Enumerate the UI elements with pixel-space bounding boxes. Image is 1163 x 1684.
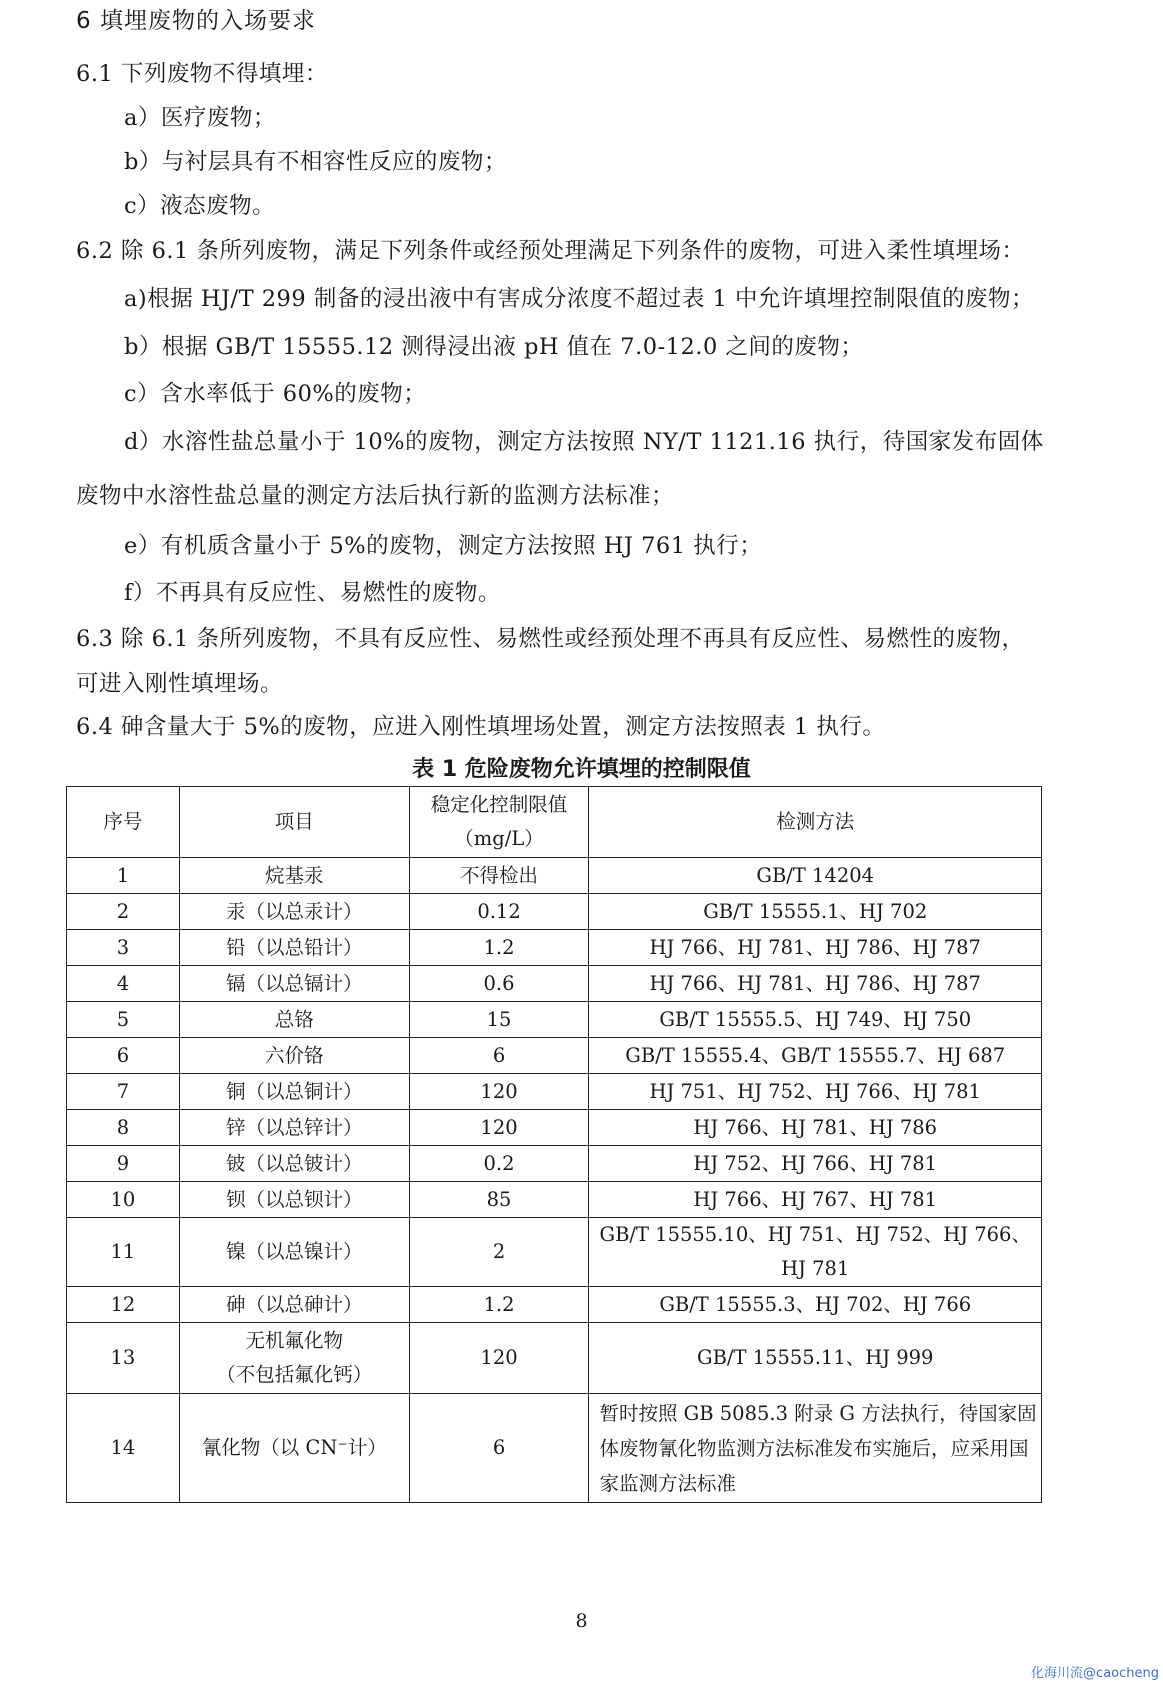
cell-method: GB/T 14204 [589,858,1042,894]
header-method: 检测方法 [589,787,1042,858]
clause-6-2: 6.2 除 6.1 条所列废物，满足下列条件或经预处理满足下列条件的废物，可进入柔性填埋场： [76,238,1025,264]
cell-item: 钡（以总钡计） [179,1182,409,1218]
cell-limit: 0.12 [409,894,589,930]
clause-6-2-b: b）根据 GB/T 15555.12 测得浸出液 pH 值在 7.0-12.0 之间的废物； [124,334,864,360]
table-row [67,1002,1042,1038]
cell-limit: 120 [409,1074,589,1110]
cell-no: 9 [67,1146,180,1182]
cell-method: HJ 766、HJ 781、HJ 786 [589,1110,1042,1146]
clause-6-2-a: a)根据 HJ/T 299 制备的浸出液中有害成分浓度不超过表 1 中允许填埋控制限值的废物； [124,286,1034,312]
table-row [67,1110,1042,1146]
cell-item: 镉（以总镉计） [179,966,409,1002]
cell-no: 7 [67,1074,180,1110]
clause-6-3: 6.3 除 6.1 条所列废物，不具有反应性、易燃性或经预处理不再具有反应性、易燃性的废物，可进入刚性填埋场。 [76,626,1025,697]
cell-limit: 15 [409,1002,589,1038]
cell-limit: 1.2 [409,1287,589,1323]
clause-6-1: 6.1 下列废物不得填埋： [76,61,328,87]
cell-method: GB/T 15555.4、GB/T 15555.7、HJ 687 [589,1038,1042,1074]
cell-item: 汞（以总汞计） [179,894,409,930]
cell-item: 铅（以总铅计） [179,930,409,966]
clause-6-1-a: a）医疗废物； [124,105,276,131]
table-row [67,1394,1042,1503]
clause-6-1-c: c）液态废物。 [124,193,276,219]
table-row [67,894,1042,930]
cell-limit: 85 [409,1182,589,1218]
cell-no: 5 [67,1002,180,1038]
cell-no: 4 [67,966,180,1002]
cell-no: 3 [67,930,180,966]
cell-no: 8 [67,1110,180,1146]
table-row [67,1218,1042,1287]
section-heading: 6 填埋废物的入场要求 [76,8,316,34]
clause-6-4: 6.4 砷含量大于 5%的废物，应进入刚性填埋场处置，测定方法按照表 1 执行。 [76,714,886,740]
cell-limit: 不得检出 [409,858,589,894]
table-row [67,858,1042,894]
table-row [67,966,1042,1002]
cell-method: GB/T 15555.5、HJ 749、HJ 750 [589,1002,1042,1038]
cell-limit: 0.6 [409,966,589,1002]
table-row [67,1074,1042,1110]
table-caption: 表 1 危险废物允许填埋的控制限值 [412,757,751,782]
cell-method: GB/T 15555.1、HJ 702 [589,894,1042,930]
cell-item: 氰化物（以 CN⁻计） [179,1394,409,1503]
cell-no: 12 [67,1287,180,1323]
cell-no: 11 [67,1218,180,1287]
cell-no: 2 [67,894,180,930]
header-limit-line1: 稳定化控制限值 [430,793,568,816]
cell-no: 1 [67,858,180,894]
cell-item-line2: （不包括氟化钙） [216,1363,373,1386]
cell-item: 铜（以总铜计） [179,1074,409,1110]
table-row [67,930,1042,966]
table-row [67,1287,1042,1323]
table-row [67,1323,1042,1394]
cell-item: 总铬 [179,1002,409,1038]
watermark: 化海川流@caocheng [1031,1666,1159,1681]
cell-item: 铍（以总铍计） [179,1146,409,1182]
clause-6-1-b: b）与衬层具有不相容性反应的废物； [124,149,507,175]
table-header-row [67,787,1042,858]
cell-no: 6 [67,1038,180,1074]
header-item: 项目 [179,787,409,858]
cell-method: GB/T 15555.10、HJ 751、HJ 752、HJ 766、HJ 781 [589,1218,1042,1287]
cell-limit: 2 [409,1218,589,1287]
clause-6-2-d: d）水溶性盐总量小于 10%的废物，测定方法按照 NY/T 1121.16 执行，待国家发布固体 [124,429,1044,455]
cell-limit: 120 [409,1110,589,1146]
table-row [67,1146,1042,1182]
cell-method: GB/T 15555.11、HJ 999 [589,1323,1042,1394]
cell-method: HJ 766、HJ 781、HJ 786、HJ 787 [589,930,1042,966]
header-limit [409,787,589,858]
cell-method: 暂时按照 GB 5085.3 附录 G 方法执行，待国家固体废物氰化物监测方法标准发布实施后，应采用国家监测方法标准 [589,1394,1042,1503]
table-row [67,1182,1042,1218]
cell-method: HJ 751、HJ 752、HJ 766、HJ 781 [589,1074,1042,1110]
clause-6-2-d-cont: 废物中水溶性盐总量的测定方法后执行新的监测方法标准； [76,483,675,509]
cell-limit: 120 [409,1323,589,1394]
cell-method: HJ 752、HJ 766、HJ 781 [589,1146,1042,1182]
cell-no: 13 [67,1323,180,1394]
header-no: 序号 [67,787,180,858]
header-limit-line2: （mg/L） [454,827,544,850]
table-row [67,1038,1042,1074]
cell-method: HJ 766、HJ 781、HJ 786、HJ 787 [589,966,1042,1002]
clause-6-2-f: f）不再具有反应性、易燃性的废物。 [124,580,501,606]
cell-limit: 6 [409,1038,589,1074]
cell-method: HJ 766、HJ 767、HJ 781 [589,1182,1042,1218]
cell-limit: 6 [409,1394,589,1503]
page-number: 8 [575,1610,588,1632]
cell-item: 六价铬 [179,1038,409,1074]
clause-6-2-e: e）有机质含量小于 5%的废物，测定方法按照 HJ 761 执行； [124,533,763,559]
cell-item-line1: 无机氟化物 [245,1329,343,1352]
cell-item: 烷基汞 [179,858,409,894]
cell-no: 14 [67,1394,180,1503]
cell-method: GB/T 15555.3、HJ 702、HJ 766 [589,1287,1042,1323]
limits-table [66,786,1042,1503]
cell-item: 镍（以总镍计） [179,1218,409,1287]
cell-limit: 1.2 [409,930,589,966]
cell-item: 砷（以总砷计） [179,1287,409,1323]
cell-item: 锌（以总锌计） [179,1110,409,1146]
clause-6-2-c: c）含水率低于 60%的废物； [124,381,427,407]
cell-limit: 0.2 [409,1146,589,1182]
cell-item [179,1323,409,1394]
cell-no: 10 [67,1182,180,1218]
